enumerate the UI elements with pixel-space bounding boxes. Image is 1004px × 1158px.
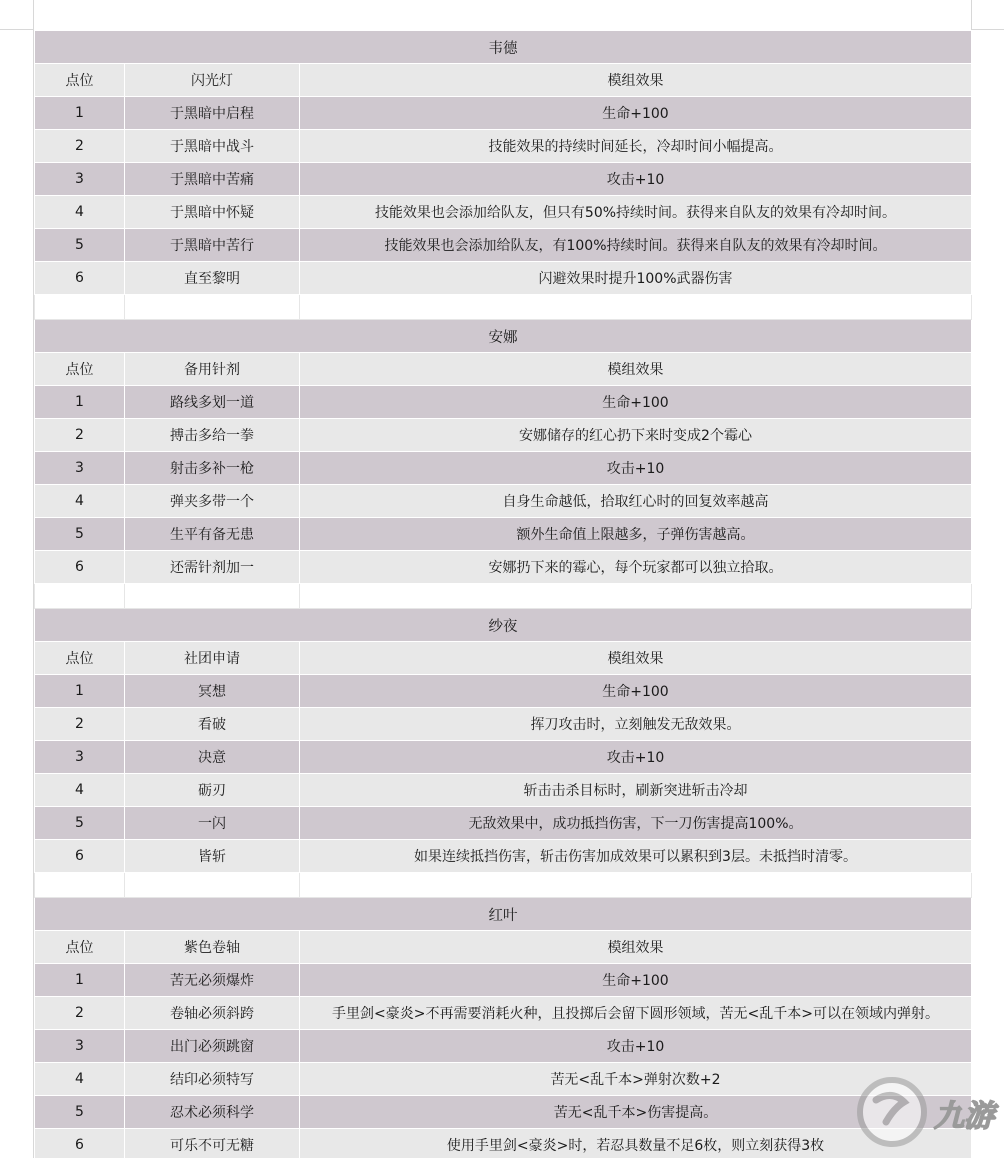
module-name-cell[interactable]: 可乐不可无糖: [125, 1129, 300, 1158]
character-title-cell[interactable]: 纱夜: [35, 609, 972, 642]
slot-cell[interactable]: 1: [35, 386, 125, 419]
table-row: [35, 419, 972, 452]
effect-cell[interactable]: 苦无<乱千本>伤害提高。: [300, 1096, 972, 1129]
table-row: [35, 97, 972, 130]
table-row: [35, 1129, 972, 1158]
table-row: [35, 997, 972, 1030]
effect-cell[interactable]: 自身生命越低，拾取红心时的回复效率越高: [300, 485, 972, 518]
character-title-cell[interactable]: 红叶: [35, 898, 972, 931]
slot-cell[interactable]: 3: [35, 163, 125, 196]
slot-cell[interactable]: 4: [35, 485, 125, 518]
empty-cell[interactable]: [35, 584, 125, 609]
table-row: [35, 774, 972, 807]
effect-cell[interactable]: 攻击+10: [300, 452, 972, 485]
slot-header-cell[interactable]: 点位: [35, 64, 125, 97]
module-name-header-cell[interactable]: 社团申请: [125, 642, 300, 675]
module-name-cell[interactable]: 搏击多给一拳: [125, 419, 300, 452]
table-header-row: [35, 353, 972, 386]
effect-cell[interactable]: 生命+100: [300, 675, 972, 708]
module-name-header-cell[interactable]: 紫色卷轴: [125, 931, 300, 964]
empty-cell[interactable]: [35, 295, 125, 320]
effect-cell[interactable]: 苦无<乱千本>弹射次数+2: [300, 1063, 972, 1096]
module-name-cell[interactable]: 还需针剂加一: [125, 551, 300, 584]
effect-cell[interactable]: 攻击+10: [300, 741, 972, 774]
table-row: [35, 964, 972, 997]
slot-cell[interactable]: 3: [35, 741, 125, 774]
table-header-row: [35, 642, 972, 675]
module-name-cell[interactable]: 忍术必须科学: [125, 1096, 300, 1129]
table-row: [35, 229, 972, 262]
module-name-cell[interactable]: 弹夹多带一个: [125, 485, 300, 518]
slot-cell[interactable]: 5: [35, 1096, 125, 1129]
cell-gridline: [971, 0, 972, 30]
module-name-cell[interactable]: 直至黎明: [125, 262, 300, 295]
slot-cell[interactable]: 6: [35, 551, 125, 584]
table-row: [35, 1030, 972, 1063]
table-row: [35, 741, 972, 774]
slot-cell[interactable]: 6: [35, 262, 125, 295]
table-title-row: [35, 609, 972, 642]
table-header-row: [35, 64, 972, 97]
module-name-cell[interactable]: 看破: [125, 708, 300, 741]
slot-cell[interactable]: 2: [35, 130, 125, 163]
empty-cell[interactable]: [300, 873, 972, 898]
module-name-cell[interactable]: 于黑暗中苦行: [125, 229, 300, 262]
effect-cell[interactable]: 技能效果也会添加给队友，有100%持续时间。获得来自队友的效果有冷却时间。: [300, 229, 972, 262]
empty-cell[interactable]: [125, 584, 300, 609]
slot-header-cell[interactable]: 点位: [35, 353, 125, 386]
empty-cell[interactable]: [125, 295, 300, 320]
table-row: [35, 1063, 972, 1096]
table-row: [35, 262, 972, 295]
module-name-header-cell[interactable]: 备用针剂: [125, 353, 300, 386]
character-title-cell[interactable]: 韦德: [35, 31, 972, 64]
module-name-cell[interactable]: 一闪: [125, 807, 300, 840]
table-row: [35, 130, 972, 163]
module-name-cell[interactable]: 结印必须特写: [125, 1063, 300, 1096]
effect-cell[interactable]: 手里剑<豪炎>不再需要消耗火种，且投掷后会留下圆形领域，苦无<乱千本>可以在领域内弹射。: [300, 997, 972, 1030]
watermark-text: 九游: [934, 1100, 994, 1133]
slot-cell[interactable]: 2: [35, 708, 125, 741]
table-title-row: [35, 31, 972, 64]
table-header-row: [35, 931, 972, 964]
module-name-cell[interactable]: 射击多补一枪: [125, 452, 300, 485]
cell-gridline: [0, 29, 34, 30]
table-row: [35, 840, 972, 873]
slot-cell[interactable]: 1: [35, 97, 125, 130]
table-row: [35, 675, 972, 708]
module-name-cell[interactable]: 冥想: [125, 675, 300, 708]
module-name-cell[interactable]: 苦无必须爆炸: [125, 964, 300, 997]
effect-cell[interactable]: 斩击击杀目标时，刷新突进斩击冷却: [300, 774, 972, 807]
empty-cell[interactable]: [125, 873, 300, 898]
effect-cell[interactable]: 如果连续抵挡伤害，斩击伤害加成效果可以累积到3层。未抵挡时清零。: [300, 840, 972, 873]
slot-cell[interactable]: 3: [35, 1030, 125, 1063]
table-row: [35, 485, 972, 518]
effect-header-cell[interactable]: 模组效果: [300, 931, 972, 964]
empty-cell[interactable]: [300, 295, 972, 320]
module-name-cell[interactable]: 于黑暗中苦痛: [125, 163, 300, 196]
module-name-cell[interactable]: 于黑暗中怀疑: [125, 196, 300, 229]
slot-header-cell[interactable]: 点位: [35, 642, 125, 675]
character-title-cell[interactable]: 安娜: [35, 320, 972, 353]
effect-cell[interactable]: 生命+100: [300, 97, 972, 130]
table-title-row: [35, 320, 972, 353]
effect-cell[interactable]: 生命+100: [300, 964, 972, 997]
module-effects-table: [34, 30, 972, 1158]
effect-cell[interactable]: 安娜扔下来的霉心，每个玩家都可以独立拾取。: [300, 551, 972, 584]
table-row: [35, 1096, 972, 1129]
slot-cell[interactable]: 5: [35, 229, 125, 262]
slot-cell[interactable]: 6: [35, 1129, 125, 1158]
table-title-row: [35, 898, 972, 931]
slot-cell[interactable]: 3: [35, 452, 125, 485]
table-row: [35, 163, 972, 196]
effect-cell[interactable]: 攻击+10: [300, 1030, 972, 1063]
table-row: [35, 708, 972, 741]
module-name-cell[interactable]: 砺刃: [125, 774, 300, 807]
table-row: [35, 452, 972, 485]
effect-header-cell[interactable]: 模组效果: [300, 642, 972, 675]
table-body: [35, 31, 972, 1158]
empty-cell[interactable]: [35, 873, 125, 898]
blank-spacer-row: [35, 873, 972, 898]
slot-cell[interactable]: 4: [35, 1063, 125, 1096]
cell-gridline: [971, 29, 1004, 30]
effect-cell[interactable]: 攻击+10: [300, 163, 972, 196]
module-name-cell[interactable]: 于黑暗中战斗: [125, 130, 300, 163]
slot-cell[interactable]: 4: [35, 196, 125, 229]
blank-spacer-row: [35, 295, 972, 320]
effect-cell[interactable]: 生命+100: [300, 386, 972, 419]
module-name-cell[interactable]: 出门必须跳窗: [125, 1030, 300, 1063]
slot-cell[interactable]: 2: [35, 997, 125, 1030]
module-name-cell[interactable]: 皆斩: [125, 840, 300, 873]
effect-cell[interactable]: 闪避效果时提升100%武器伤害: [300, 262, 972, 295]
table-row: [35, 196, 972, 229]
table-row: [35, 551, 972, 584]
empty-cell[interactable]: [300, 584, 972, 609]
table-row: [35, 807, 972, 840]
slot-cell[interactable]: 1: [35, 964, 125, 997]
effect-cell[interactable]: 技能效果也会添加给队友，但只有50%持续时间。获得来自队友的效果有冷却时间。: [300, 196, 972, 229]
slot-cell[interactable]: 1: [35, 675, 125, 708]
slot-cell[interactable]: 4: [35, 774, 125, 807]
effect-cell[interactable]: 挥刀攻击时，立刻触发无敌效果。: [300, 708, 972, 741]
effect-cell[interactable]: 额外生命值上限越多，子弹伤害越高。: [300, 518, 972, 551]
effect-cell[interactable]: 安娜储存的红心扔下来时变成2个霉心: [300, 419, 972, 452]
table-row: [35, 386, 972, 419]
effect-header-cell[interactable]: 模组效果: [300, 353, 972, 386]
slot-cell[interactable]: 2: [35, 419, 125, 452]
effect-cell[interactable]: 技能效果的持续时间延长，冷却时间小幅提高。: [300, 130, 972, 163]
slot-cell[interactable]: 5: [35, 518, 125, 551]
slot-header-cell[interactable]: 点位: [35, 931, 125, 964]
slot-cell[interactable]: 5: [35, 807, 125, 840]
module-name-cell[interactable]: 生平有备无患: [125, 518, 300, 551]
module-name-cell[interactable]: 于黑暗中启程: [125, 97, 300, 130]
module-name-cell[interactable]: 卷轴必须斜跨: [125, 997, 300, 1030]
module-name-cell[interactable]: 路线多划一道: [125, 386, 300, 419]
effect-header-cell[interactable]: 模组效果: [300, 64, 972, 97]
effect-cell[interactable]: 无敌效果中，成功抵挡伤害，下一刀伤害提高100%。: [300, 807, 972, 840]
effect-cell[interactable]: 使用手里剑<豪炎>时，若忍具数量不足6枚，则立刻获得3枚: [300, 1129, 972, 1158]
spreadsheet: [34, 30, 971, 1158]
blank-spacer-row: [35, 584, 972, 609]
module-name-cell[interactable]: 决意: [125, 741, 300, 774]
module-name-header-cell[interactable]: 闪光灯: [125, 64, 300, 97]
slot-cell[interactable]: 6: [35, 840, 125, 873]
table-row: [35, 518, 972, 551]
